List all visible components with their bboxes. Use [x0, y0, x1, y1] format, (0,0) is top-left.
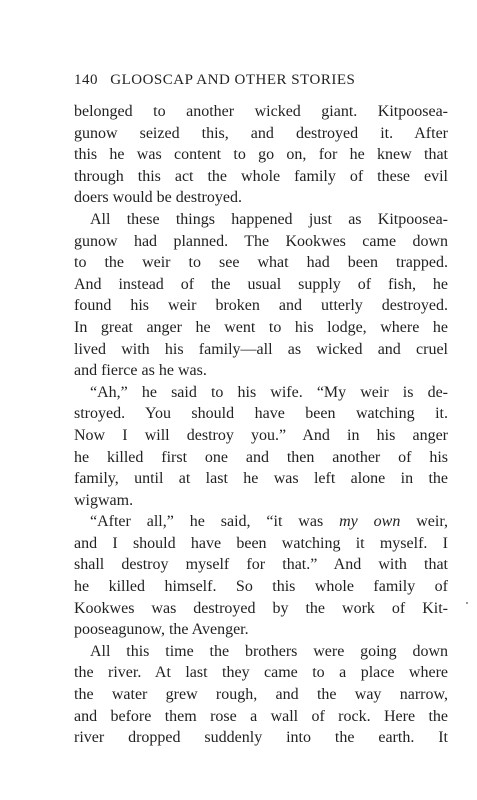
- text-line: belonged to another wicked giant. Kitpoosea-: [74, 103, 448, 120]
- text-line: and I should have been watching it myself. I: [74, 534, 448, 552]
- text-line: pooseagunow, the Avenger.: [74, 621, 249, 639]
- text-line: doers would be destroyed.: [74, 189, 242, 207]
- text-run: “After all,” he said, “it was: [90, 513, 340, 531]
- body-text: [74, 101, 448, 749]
- emphasized-text: my own: [339, 513, 401, 531]
- text-line: to the weir to see what had been trapped.: [74, 254, 448, 272]
- text-line: gunow seized this, and destroyed it. After: [74, 124, 448, 142]
- text-line: In great anger he went to his lodge, where he: [74, 318, 448, 336]
- text-line: river dropped suddenly into the earth. It: [74, 729, 448, 747]
- text-line: through this act the whole family of these evil: [74, 167, 448, 185]
- text-line: All these things happened just as Kitpoosea-: [90, 210, 448, 228]
- text-run: weir,: [400, 513, 449, 531]
- text-line: this he was content to go on, for he knew that: [74, 146, 448, 164]
- text-line: lived with his family—all as wicked and cruel: [74, 340, 448, 358]
- text-line: wigwam.: [74, 491, 134, 509]
- text-line: stroyed. You should have been watching it.: [74, 405, 448, 423]
- running-head: [74, 72, 355, 89]
- text-line: he killed first one and then another of his: [74, 448, 448, 466]
- running-title: GLOOSCAP AND OTHER STORIES: [110, 72, 356, 88]
- text-line: he killed himself. So this whole family of: [74, 578, 448, 596]
- text-line: shall destroy myself for that.” And with that: [74, 556, 448, 574]
- text-line: found his weir broken and utterly destroyed.: [74, 297, 448, 315]
- text-line: All this time the brothers were going down: [90, 642, 448, 660]
- text-line: and fierce as he was.: [74, 362, 207, 380]
- text-line: and before them rose a wall of rock. Here the: [74, 707, 448, 725]
- text-line: “Ah,” he said to his wife. “My weir is de-: [90, 383, 448, 401]
- text-line: the water grew rough, and the way narrow,: [74, 686, 448, 704]
- text-line: Now I will destroy you.” And in his anger: [74, 426, 448, 444]
- text-line: the river. At last they came to a place where: [74, 664, 448, 682]
- text-line: gunow had planned. The Kookwes came down: [74, 232, 448, 250]
- text-line: family, until at last he was left alone in the: [74, 470, 448, 488]
- margin-speck: [466, 602, 468, 604]
- text-line: And instead of the usual supply of fish, he: [74, 275, 448, 293]
- text-line-with-emphasis: [74, 511, 448, 533]
- text-line: Kookwes was destroyed by the work of Kit-: [74, 599, 448, 617]
- page-number: 140: [74, 72, 98, 88]
